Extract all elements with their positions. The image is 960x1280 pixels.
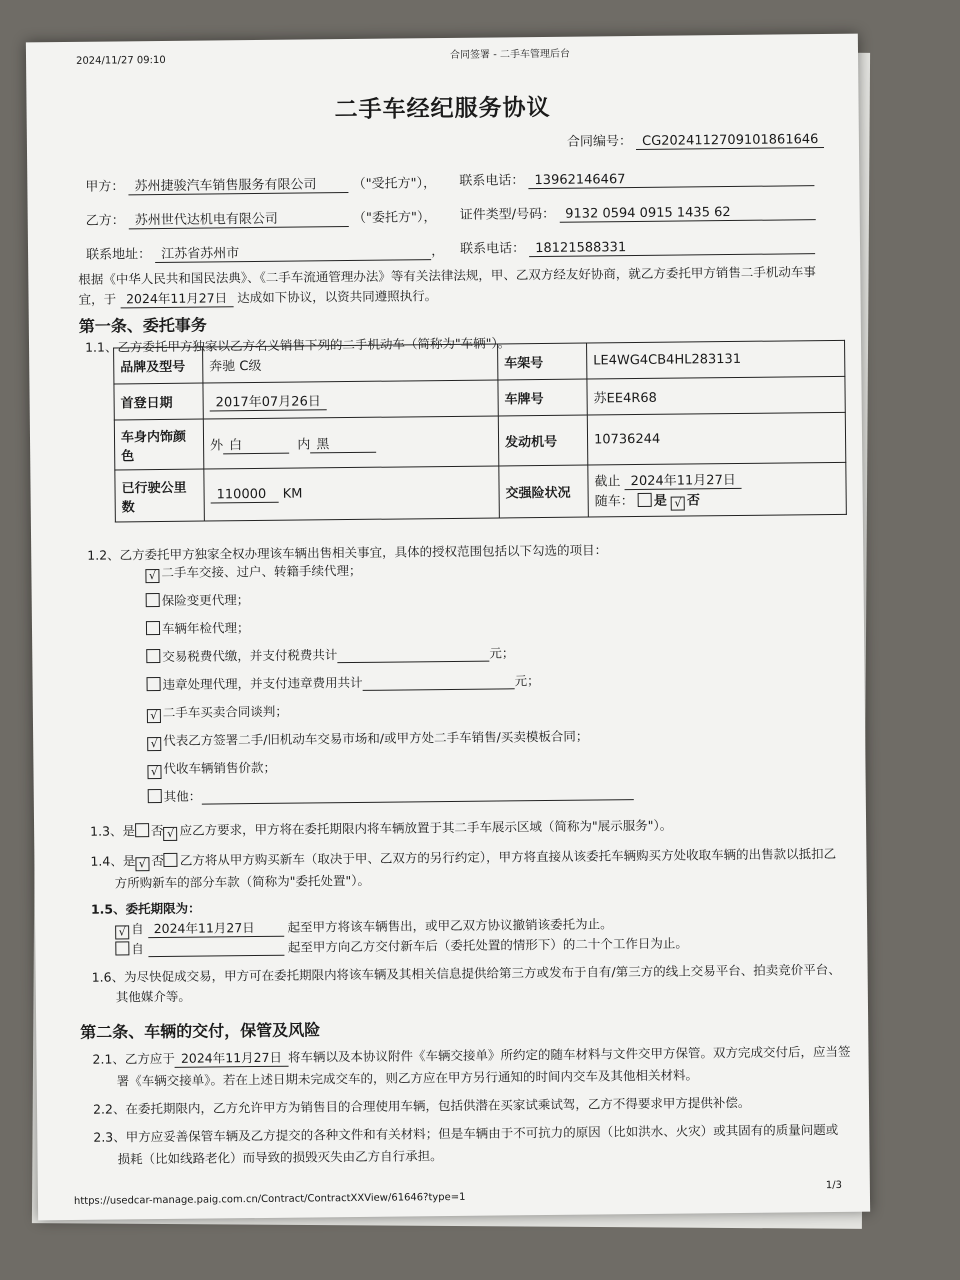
party-b-role: （"委托方"）	[352, 210, 424, 226]
color-label: 车身内饰颜色	[114, 419, 204, 470]
clause-1-4	[90, 844, 836, 872]
party-a-name: 苏州捷骏汽车销售服务有限公司	[128, 173, 348, 195]
authorization-item-label: 二手车交接、过户、转籍手续代理；	[161, 562, 362, 580]
insurance-prefix: 截止	[594, 474, 621, 490]
clause-1-6: 1.6、为尽快促成交易，甲方可在委托期限内将该车辆及其相关信息提供给第三方或发布于自有/第三方的线上交易平台、拍卖竞价平台、	[91, 961, 841, 985]
party-a-phone-row	[459, 166, 814, 190]
party-a-sep: ，	[423, 176, 437, 192]
with-car-yes-label: 是	[653, 493, 667, 509]
authorization-item	[146, 643, 514, 665]
authorization-item-checkbox[interactable]	[148, 789, 162, 803]
intro-suffix: 达成如下协议，以资共同遵照执行。	[237, 288, 438, 306]
clause-1-3-no-checkbox[interactable]: √	[163, 827, 177, 841]
plate-value: 苏EE4R68	[587, 376, 845, 415]
vin-value: LE4WG4CB4HL283131	[587, 340, 845, 379]
insurance-cell	[588, 462, 847, 517]
with-car-no-checkbox[interactable]: √	[671, 497, 685, 511]
authorization-item-checkbox[interactable]	[146, 621, 160, 635]
clause-1-1: 1.1、乙方委托甲方独家以乙方名义销售下列的二手机动车（简称为"车辆"）。	[84, 335, 511, 355]
address-row	[86, 240, 444, 264]
clause-1-3	[90, 816, 672, 842]
authorization-item	[147, 702, 288, 723]
party-b-sep: ，	[423, 210, 437, 226]
authorization-item-label: 交易税费代缴，并支付税费共计	[162, 647, 338, 664]
party-b-row	[86, 206, 437, 230]
plate-label: 车牌号	[498, 379, 587, 416]
vin-label: 车架号	[498, 343, 587, 380]
authorization-item-label: 代收车辆销售价款；	[163, 759, 277, 776]
clause-1-2: 1.2、乙方委托甲方独家全权办理该车辆出售相关事宜，具体的授权范围包括以下勾选的项目：	[87, 542, 608, 563]
with-car-yes-checkbox[interactable]	[638, 493, 652, 507]
authorization-item	[148, 782, 634, 805]
authorization-item-checkbox[interactable]: √	[147, 709, 161, 723]
term-option-1-checkbox[interactable]: √	[115, 925, 129, 939]
term-option-1-text: 起至甲方将该车辆售出，或甲乙双方协议撤销该委托为止。	[287, 916, 613, 935]
party-a-label: 甲方：	[85, 179, 125, 195]
party-b-label: 乙方：	[85, 213, 125, 229]
party-a-row	[85, 172, 436, 196]
clause-1-4-cont: 方所购新车的部分车款（简称为"委托处置"）。	[114, 872, 370, 891]
clause-2-3-cont: 损耗（比如线路老化）而导致的损毁灭失由乙方自行承担。	[117, 1148, 443, 1167]
address-value: 江苏省苏州市	[155, 240, 431, 263]
interior-prefix: 内	[297, 436, 311, 453]
clause-1-3-no-label: 否	[150, 822, 164, 839]
intro-line-1: 根据《中华人民共和国民法典》、《二手车流通管理办法》等有关法律法规，甲、乙双方经友好协商，就乙方委托甲方销售二手机动车事	[78, 264, 816, 287]
clause-1-4-yes-checkbox[interactable]: √	[135, 857, 149, 871]
party-b-phone-row	[460, 234, 815, 258]
contract-number-value: CG2024112709101861646	[636, 132, 824, 150]
handover-date: 2024年11月27日	[175, 1048, 288, 1068]
contract-number-label: 合同编号：	[566, 134, 633, 150]
authorization-item-label: 代表乙方签署二手/旧机动车交易市场和/或甲方处二手车销售/买卖模板合同；	[163, 728, 589, 748]
engine-value: 10736244	[587, 412, 846, 465]
authorization-item	[147, 727, 588, 752]
amount-blank[interactable]	[363, 673, 515, 691]
authorization-item-label: 违章处理代理，并支付违章费用共计	[162, 674, 363, 692]
reg-date-cell	[203, 380, 498, 419]
exterior-prefix: 外	[210, 437, 224, 453]
authorization-item	[147, 758, 276, 779]
clause-2-1-cont: 署《车辆交接单》。若在上述日期未完成交车的，则乙方应在甲方另行通知的时间内交车及其他相关材料。	[116, 1067, 699, 1089]
page-url: https://usedcar-manage.paig.com.cn/Contract/ContractXXView/61646?type=1	[73, 1191, 466, 1207]
party-b-id: 9132 0594 0915 1435 62	[559, 204, 815, 223]
address-label: 联系地址：	[86, 247, 152, 263]
contract-number	[567, 128, 825, 151]
authorization-item-checkbox[interactable]: √	[147, 765, 161, 779]
clause-1-3-yes-checkbox[interactable]	[135, 823, 149, 837]
clause-1-6-cont: 其他媒介等。	[115, 988, 191, 1005]
authorization-item-label: 保险变更代理；	[161, 592, 250, 608]
clause-1-3-text: 应乙方要求，甲方将在委托期限内将车辆放置于其二手车展示区域（简称为"展示服务"）。	[179, 817, 673, 838]
mileage-cell	[204, 466, 500, 521]
authorization-item-checkbox[interactable]	[147, 677, 161, 691]
clause-2-1-prefix: 2.1、乙方应于	[92, 1050, 175, 1067]
authorization-item-tail: 元；	[514, 673, 540, 689]
authorization-item	[146, 618, 250, 637]
authorization-item	[146, 671, 539, 693]
authorization-item-tail: 元；	[489, 645, 515, 661]
page-number: 1/3	[825, 1179, 843, 1192]
authorization-item-checkbox[interactable]: √	[145, 569, 159, 583]
other-blank[interactable]	[201, 784, 633, 805]
clause-1-4-text: 乙方将从甲方购买新车（取决于甲、乙双方的另行约定），甲方将直接从该委托车辆购买方处收取车辆的出售款以抵扣乙	[179, 845, 837, 868]
intro-line-2	[78, 286, 437, 309]
clause-1-4-no-checkbox[interactable]	[164, 853, 178, 867]
reg-date-label: 首登日期	[114, 383, 203, 420]
clause-2-1-text: 将车辆以及本协议附件《车辆交接单》所约定的随车材料与文件交甲方保管。双方完成交付后，应当签	[287, 1043, 851, 1065]
party-b-id-row	[460, 200, 816, 224]
exterior-color: 白	[223, 433, 289, 454]
authorization-item-label: 车辆年检代理；	[161, 620, 250, 636]
term-option-1-prefix: 自	[131, 921, 144, 937]
insurance-label: 交强险状况	[499, 465, 589, 518]
address-sep: ，	[431, 244, 445, 260]
clause-2-1	[92, 1042, 850, 1069]
term-option-2-prefix: 自	[131, 941, 144, 957]
site-title: 合同签署 - 二手车管理后台	[449, 48, 571, 61]
amount-blank[interactable]	[337, 646, 489, 664]
intro-date: 2024年11月27日	[120, 288, 233, 308]
intro-prefix: 宜，于	[78, 291, 117, 307]
clause-1-5-title: 1.5、委托期限为：	[90, 900, 201, 917]
with-car-label: 随车：	[594, 494, 634, 510]
party-a-phone: 13962146467	[528, 170, 814, 189]
color-cell	[203, 416, 499, 469]
clause-1-3-yes-label: 1.3、是	[90, 823, 136, 839]
authorization-item-checkbox[interactable]: √	[147, 737, 161, 751]
authorization-item	[145, 561, 361, 583]
authorization-item-checkbox[interactable]	[146, 593, 160, 607]
authorization-item-checkbox[interactable]	[146, 649, 160, 663]
party-a-phone-label: 联系电话：	[459, 173, 525, 189]
mileage-value: 110000	[211, 486, 279, 503]
authorization-item	[146, 590, 250, 609]
contract-page	[26, 34, 870, 1221]
term-start-date: 2024年11月27日	[148, 918, 284, 938]
article-2-title: 第二条、车辆的交付，保管及风险	[80, 1020, 321, 1042]
reg-date-value: 2017年07月26日	[210, 390, 327, 411]
document-title: 二手车经纪服务协议	[334, 94, 551, 124]
brand-value: 奔驰 C级	[203, 344, 498, 383]
clause-1-4-yes-label: 1.4、是	[90, 853, 136, 869]
with-car-no-label: 否	[686, 493, 701, 509]
article-1-title: 第一条、委托事务	[78, 315, 207, 336]
term-option-2-checkbox[interactable]	[115, 941, 129, 955]
clause-2-3: 2.3、甲方应妥善保管车辆及乙方提交的各种文件和有关材料；但是车辆由于不可抗力的原因（比如洪水、火灾）或其固有的质量问题或	[93, 1121, 839, 1145]
brand-label: 品牌及型号	[114, 347, 203, 384]
mileage-unit: KM	[282, 486, 303, 502]
authorization-item-label: 其他：	[163, 788, 202, 804]
party-b-phone-label: 联系电话：	[459, 241, 526, 257]
mileage-label: 已行驶公里数	[115, 469, 205, 522]
print-datetime: 2024/11/27 09:10	[75, 54, 166, 67]
clause-2-2: 2.2、在委托期限内，乙方允许甲方为销售目的合理使用车辆，包括供潜在买家试乘试驾，乙方不得要求甲方提供补偿。	[92, 1094, 751, 1117]
term-option-2-text: 起至甲方向乙方交付新车后（委托处置的情形下）的二十个工作日为止。	[287, 935, 688, 955]
interior-color: 黑	[310, 432, 376, 453]
engine-label: 发动机号	[498, 415, 588, 466]
clause-1-4-no-label: 否	[151, 852, 164, 869]
party-a-role: （"受托方"）	[352, 176, 424, 192]
authorization-item-label: 二手车买卖合同谈判；	[162, 703, 288, 720]
vehicle-table	[113, 340, 847, 523]
party-b-name: 苏州世代达机电有限公司	[129, 207, 349, 229]
party-b-phone: 18121588331	[529, 238, 815, 257]
party-b-id-label: 证件类型/号码：	[459, 206, 556, 223]
insurance-date: 2024年11月27日	[625, 469, 742, 490]
